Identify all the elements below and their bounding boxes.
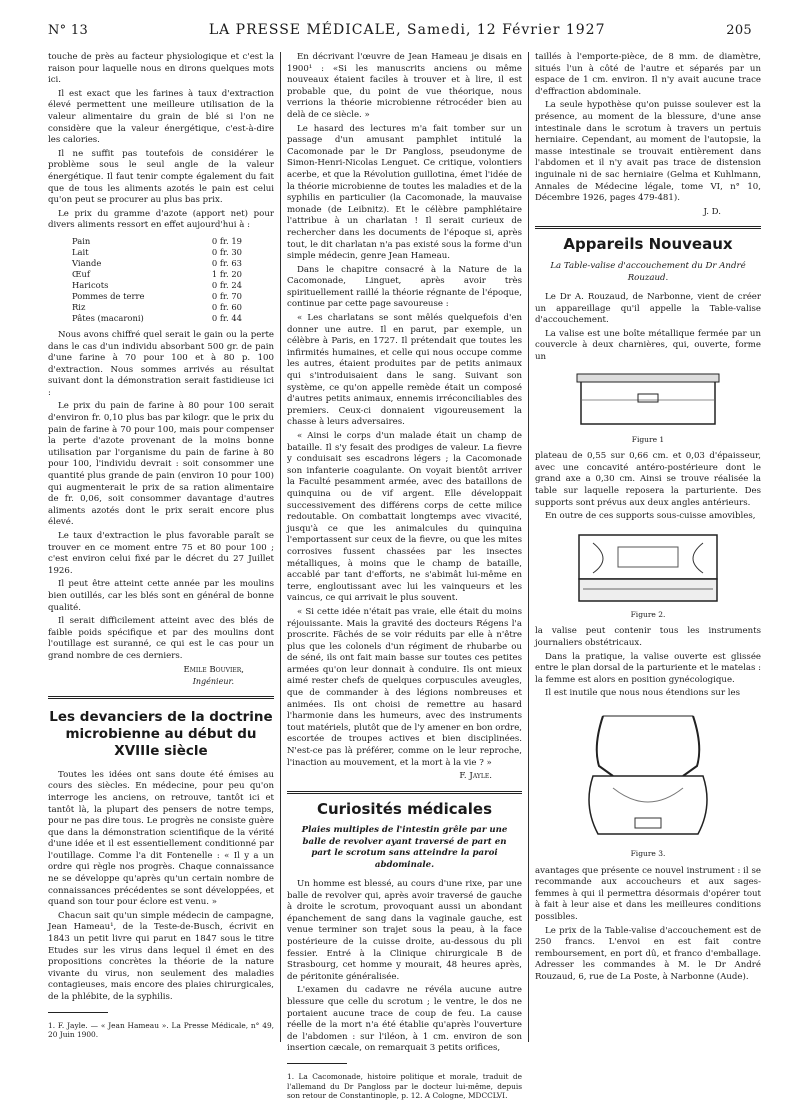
paragraph: Le hasard des lectures m'a fait tomber sur un passage d'un amusant pamphlet intitulé la Cacomonade par le Dr Pangloss, pseudonyme de Simon-Henri-Nicolas Lenguet. Ce critique, volontiers acerbe, et que la Révolution guillotina, émet l'idée de la théorie microbienne de toutes les maladies et de la syphilis en particulier (la Cacomonade, la mauvaise monade (de Leibnitz). Et le célèbre pamphlétaire l'attribue à un charlatan ! Il serait curieux de rechercher dans les documents de l'époque si, après tout, le dit charlatan n'a pas existé sous la forme d'un simple médecin, genre Jean Hameau. (287, 123, 522, 262)
paragraph: En décrivant l'œuvre de Jean Hameau je disais en 1900¹ : «Si les manuscrits anciens ou même nouveaux étaient faciles à trouver et à lire, il est probable que, du point de vue théorique, nous verrions la théorie microbienne rétrocéder bien au delà de ce siècle. » (287, 52, 522, 120)
paragraph: En outre de ces supports sous-cuisse amovibles, (545, 511, 756, 522)
section-divider (48, 696, 274, 699)
paragraph: Chacun sait qu'un simple médecin de campagne, Jean Hameau¹, de la Teste-de-Busch, écrivit en 1843 un petit livre qui parut en 1847 sous le titre Etudes sur les virus dans lequel il émet en des propositions concrètes la théorie de la nature vivante du virus, non seulement des maladies contagieuses, mais encore des plaies chirurgicales, de la phlébite, de la syphilis. (48, 910, 274, 1002)
list-item: Pain 0 fr. 19 (72, 235, 242, 246)
section-title: Appareils Nouveaux (563, 235, 733, 254)
paragraph: Dans la pratique, la valise ouverte est glissée entre le plan dorsal de la parturiente et le matelas : la femme est alors en position gynécologique. (535, 651, 761, 685)
article-subtitle: La Table-valise d'accouchement du Dr André Rouzaud. (550, 260, 746, 283)
paragraph: « Les charlatans se sont mêlés quelquefois d'en donner une autre. Il en parut, par exemple, un célèbre à Paris, en 1727. Il prétendait que toutes les infirmités humaines, et celle qui nous occupe comme les autres, étaient produites par de petits animaux qui s'introduisaient dans le sang. Suivant son système, ce qu'on appelle remède était un composé d'autres petits animaux, ennemis irréconciliables des premiers. Ceux-ci donnaient vigoureusement la chasse à leurs adversaires. (287, 313, 522, 428)
paragraph: Le prix du gramme d'azote (apport net) pour divers aliments ressort en effet aujourd'hui à : (48, 208, 274, 231)
paragraph: Il serait difficilement atteint avec des blés de faible poids spécifique et par des moulins dont l'outillage est suranné, ce qui est le cas pour un grand nombre de ces derniers. (48, 616, 274, 661)
paragraph: L'examen du cadavre ne révéla aucune autre blessure que celle du scrotum ; le ventre, le dos ne portaient aucune trace de coup de feu. La cause réelle de la mort n'a été établie qu'après l'ouverture de l'abdomen : sur l'iléon, à 1 cm. environ de son insertion cæcale, on remarquait 3 petits orifices, (287, 985, 522, 1054)
table-valise-supports-figure (573, 706, 723, 846)
paragraph: Un homme est blessé, au cours d'une rixe, par une balle de revolver qui, après avoir traversé de gauche à droite le scrotum, provoquant aussi un abondant épanchement de sang dans la vaginale gauche, est venue terminer son trajet sous la peau, à la face postérieure de la cuisse droite, au-dessous du pli fessier. Entré à la Clinique chirurgicale B de Strasbourg, cet homme y mourait, 48 heures après, de péritonite généralisée. (287, 879, 522, 982)
list-item: Lait 0 fr. 30 (72, 246, 242, 257)
footnote: 1. F. Jayle. — « Jean Hameau ». La Presse Médicale, n° 49, 20 Juin 1900. (48, 1020, 274, 1040)
figure-caption: Figure 1 (631, 434, 665, 444)
case-title: Plaies multiples de l'intestin grêle par une balle de revolver ayant traversé de part en part le scrotum sans atteindre la paroi abdominale. (301, 825, 508, 870)
paragraph: plateau de 0,55 sur 0,66 cm. et 0,03 d'épaisseur, avec une concavité antéro-postérieure dont le grand axe a 0,30 cm. Ainsi se trouve réalisée la table sur laquelle reposera la parturiente. Des supports sont prévus aux deux angles antérieurs. (535, 451, 761, 508)
table-valise-closed-figure (573, 370, 723, 432)
paragraph: Il est inutile que nous nous étendions sur les (545, 688, 741, 699)
column-3 (535, 52, 761, 986)
table-valise-open-figure (573, 529, 723, 607)
paragraph: La valise est une boîte métallique fermée par un couvercle à deux charnières, qui, ouverte, forme un (535, 328, 761, 363)
list-item: Pâtes (macaroni) 0 fr. 44 (72, 312, 242, 323)
paragraph: Il peut être atteint cette année par les moulins bien outillés, car les blés sont en général de bonne qualité. (48, 579, 274, 613)
section-title: Curiosités médicales (316, 799, 493, 818)
journal-title: LA PRESSE MÉDICALE, Samedi, 12 Février 1927 (208, 22, 606, 38)
list-item: Riz 0 fr. 60 (72, 301, 242, 312)
paragraph: Il ne suffit pas toutefois de considérer le problème sous le seul angle de la valeur énergétique. Il faut tenir compte également du fait que de tous les aliments azotés le pain est celui qu'on peut se procurer au plus bas prix. (48, 148, 274, 206)
list-item: Haricots 0 fr. 24 (72, 279, 242, 290)
footnote-divider (287, 1063, 347, 1064)
page-number: 205 (726, 23, 752, 38)
list-item: Viande 0 fr. 63 (72, 257, 242, 268)
column-divider (528, 52, 529, 1042)
issue-number: N° 13 (48, 23, 89, 38)
paragraph: Il est exact que les farines à taux d'extraction élevé permettent une meilleure utilisation de la valeur alimentaire du grain de blé si l'on ne considère que la valeur énergétique, c'est-à-dire les calories. (48, 88, 274, 146)
article-title: Les devanciers de la doctrine microbienne au début du XVIIIe siècle (49, 708, 273, 759)
footnote-divider (48, 1012, 108, 1013)
list-item: Œuf 1 fr. 20 (72, 268, 242, 279)
section-divider (287, 791, 522, 794)
column-1 (48, 52, 274, 1040)
section-divider (535, 226, 761, 229)
column-2 (287, 52, 522, 1101)
paragraph: Le prix du pain de farine à 80 pour 100 serait d'environ fr. 0,10 plus bas par kilogr. que le prix du pain de farine à 70 pour 100, mais pour compenser la perte d'azote provenant de la moins bonne utilisation par l'organisme du pain de farine à 80 pour 100, l'individu devrait : soit consommer une quantité plus grande de pain (environ 10 pour 100) qui augmenterait le prix de sa ration alimentaire de fr. 0,06, soit consommer davantage d'autres aliments azotés dont le prix serait encore plus élevé. (48, 401, 274, 528)
paragraph: la valise peut contenir tous les instruments journaliers obstétricaux. (535, 626, 761, 648)
paragraph: La seule hypothèse qu'on puisse soulever est la présence, au moment de la blessure, d'une anse intestinale dans le scrotum à travers un pertuis herniaire. Cependant, au moment de l'autopsie, la masse intestinale se trouvait entièrement dans l'abdomen et il n'y avait pas trace de distension inguinale ni de sac herniaire (Gelma et Kuhlmann, Annales de Médecine légale, tome VI, n° 10, Décembre 1926, pages 479-481). (535, 100, 761, 204)
paragraph: « Si cette idée n'était pas vraie, elle était du moins réjouissante. Mais la gravité des docteurs Régens l'a proscrite. Fâchés de se voir réduits par elle à n'être plus que les colonels d'un régiment de rhubarbe ou de séné, ils ont fait main basse sur toutes ces petites armées qu'on leur donnait à conduire. Ils ont mieux aimé rester chefs de quelques corpuscules aveugles, que de commander à des légions nombreuses et animées. Ils ont choisi de remettre au hasard l'harmonie dans les humeurs, avec des instruments tout matériels, plutôt que de l'y amener en bon ordre, escortée de troupes actives et bien disciplinées. N'est-ce pas là préférer, comme on le leur reproche, l'inaction au mouvement, et la mort à la vie ? » (287, 606, 523, 768)
paragraph: avantages que présente ce nouvel instrument : il se recommande aux accoucheurs et aux sages-femmes à qui il permettra désormais d'opérer tout à fait à leur aise et dans les meilleures conditions possibles. (535, 865, 761, 922)
figure-caption: Figure 2. (630, 609, 666, 619)
footnote: 1. La Cacomonade, histoire politique et morale, traduit de l'allemand du Dr Pangloss par le docteur lui-même, depuis son retour de Constantinople, p. 12. A Cologne, MDCCLVI. (287, 1071, 522, 1101)
paragraph: Toutes les idées ont sans doute été émises au cours des siècles. En médecine, pour peu qu'on interroge les anciens, on retrouve, tantôt ici et tantôt là, la plupart des pensers de notre temps, pour ne pas dire tous. Le progrès ne consiste guère que dans la démonstration scientifique de la vérité d'une idée et il est essentiellement conditionné par l'outillage. Comme l'a dit Fontenelle : « Il y a un ordre qui règle nos progrès. Chaque connaissance ne se développe qu'après qu'un certain nombre de connaissances précédentes se sont développées, et quand son tour pour éclore est venu. » (48, 769, 274, 908)
paragraph: Le taux d'extraction le plus favorable paraît se trouver en ce moment entre 75 et 80 pour 100 ; c'est environ celui fixé par le décret du 27 Juillet 1926. (48, 531, 274, 576)
nitrogen-price-list (72, 236, 274, 324)
author-initials: J. D. (703, 206, 721, 217)
paragraph: touche de près au facteur physiologique et c'est la raison pour laquelle nous en dirons quelques mots ici. (48, 52, 274, 86)
paragraph: « Ainsi le corps d'un malade était un champ de bataille. Il s'y fesait des prodiges de valeur. La fievre y conduisait ses escadrons légers ; la Cacomonade son infanterie coagulante. On voyait bientôt arriver la Faculté pesamment armée, avec des bataillons de quinquina ou de vif argent. Elle développait successivement des différens corps de cette milice redoutable. On combattait longtemps avec vivacité, jusqu'à ce que les animalcules du quinquina l'emportassent sur ceux de la fievre, ou que les mites corrosives fussent chassées par les insectes métalliques, à moins que le champ de bataille, accablé par tant d'efforts, ne s'abimât lui-même en terre, engloutissant avec lui les vainqueurs et les vaincus, ce qui arrivait le plus souvent. (287, 431, 522, 604)
column-divider (280, 52, 281, 1042)
figure-caption: Figure 3. (630, 848, 666, 858)
author-title: Ingénieur. (192, 677, 234, 687)
paragraph: Le Dr A. Rouzaud, de Narbonne, vient de créer un appareillage qu'il appelle la Table-valise d'accouchement. (535, 292, 761, 326)
author-signature: Emile Bouvier, (183, 664, 244, 675)
paragraph: Nous avons chiffré quel serait le gain ou la perte dans le cas d'un individu absorbant 500 gr. de pain d'une farine à 70 pour 100 et à 80 p. 100 d'extraction. Nous sommes arrivés au résultat suivant dont la démonstration serait fastidieuse ici : (48, 329, 274, 398)
list-item: Pommes de terre 0 fr. 70 (72, 290, 242, 301)
paragraph: taillés à l'emporte-pièce, de 8 mm. de diamètre, situés l'un à côté de l'autre et séparés par un espace de 1 cm. environ. Il n'y avait aucune trace d'effraction abdominale. (535, 52, 761, 97)
author-signature: F. Jayle. (459, 771, 492, 782)
page-header (48, 22, 752, 42)
paragraph: Dans le chapitre consacré à la Nature de la Cacomonade, Linguet, après avoir très spirituellement raillé la théorie régnante de l'époque, continue par cette page savoureuse : (287, 264, 522, 310)
paragraph: Le prix de la Table-valise d'accouchement est de 250 francs. L'envoi en est fait contre remboursement, en port dû, et franco d'emballage. Adresser les commandes à M. le Dr André Rouzaud, 6, rue de La Poste, à Narbonne (Aude). (535, 925, 761, 982)
